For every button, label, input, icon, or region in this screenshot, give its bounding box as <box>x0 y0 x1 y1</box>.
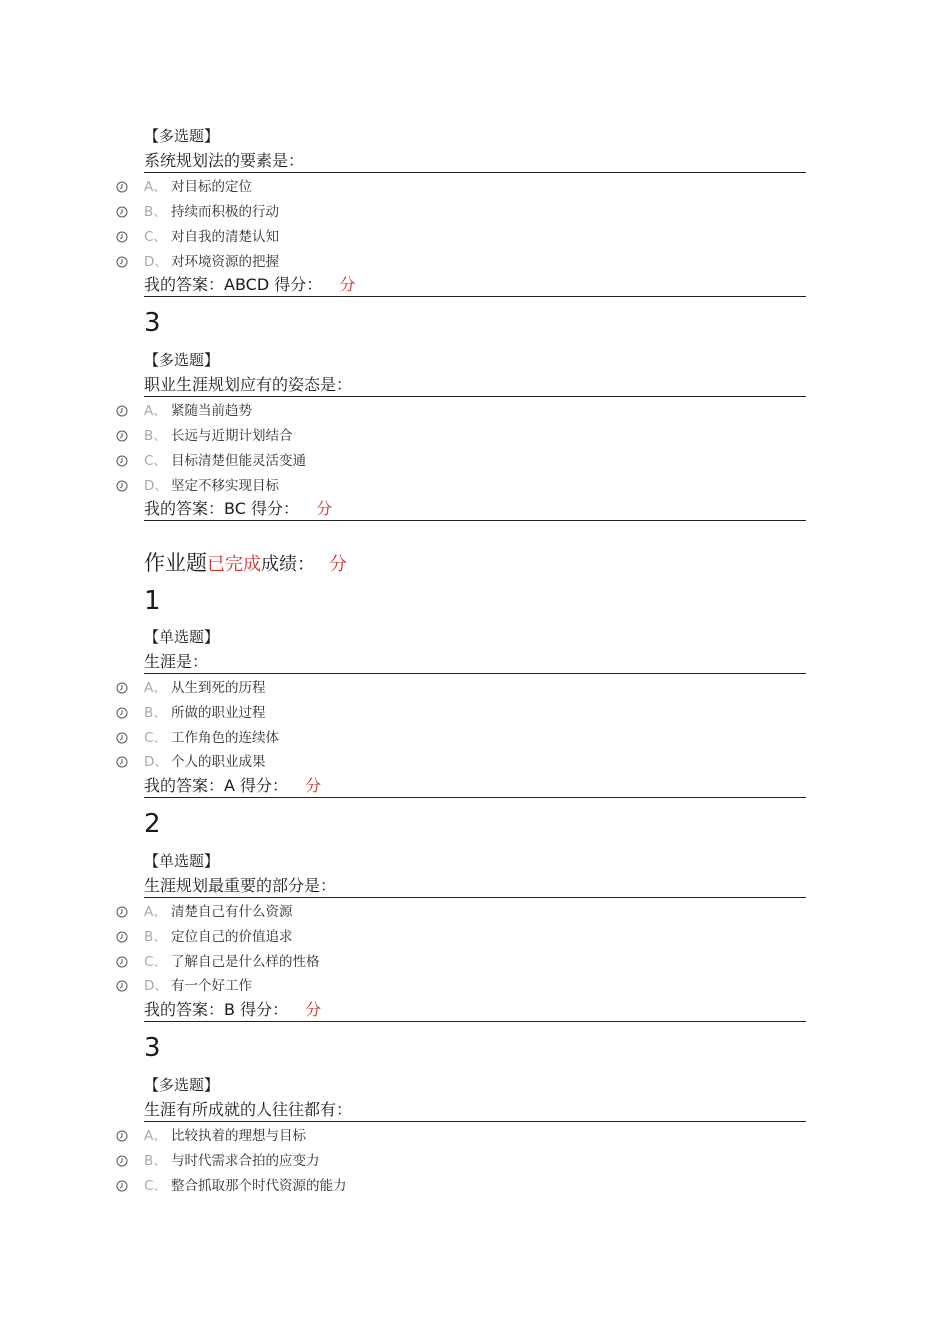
question-stem: 生涯规划最重要的部分是： <box>144 876 806 898</box>
option-text: 清楚自己有什么资源 <box>171 904 293 920</box>
option-letter: D、 <box>144 478 168 494</box>
question-number: 3 <box>144 1033 161 1063</box>
question-type-label: 【单选题】 <box>144 628 220 646</box>
clock-icon <box>116 732 128 744</box>
question-number: 3 <box>144 308 161 338</box>
my-answer-label: 我的答案：BC 得分： <box>144 499 299 518</box>
option-text: 目标清楚但能灵活变通 <box>171 453 306 469</box>
clock-icon <box>116 707 128 719</box>
clock-icon <box>116 455 128 467</box>
clock-icon <box>116 1130 128 1142</box>
completion-status: 已完成 <box>207 554 261 575</box>
my-answer-row <box>144 275 806 297</box>
clock-icon <box>116 756 128 768</box>
my-answer-label: 我的答案：ABCD 得分： <box>144 275 323 294</box>
clock-icon <box>116 1155 128 1167</box>
clock-icon <box>116 206 128 218</box>
question-stem: 生涯是： <box>144 652 806 674</box>
clock-icon <box>116 430 128 442</box>
option-letter: A、 <box>144 904 167 920</box>
option-letter: D、 <box>144 754 168 770</box>
clock-icon <box>116 181 128 193</box>
clock-icon <box>116 682 128 694</box>
question-type-label: 【多选题】 <box>144 1076 220 1094</box>
score-label: 成绩： <box>261 554 315 575</box>
option-letter: C、 <box>144 453 167 469</box>
option-letter: C、 <box>144 730 167 746</box>
question-stem: 职业生涯规划应有的姿态是： <box>144 375 806 397</box>
option-text: 长远与近期计划结合 <box>171 428 293 444</box>
option-text: 坚定不移实现目标 <box>171 478 279 494</box>
option-letter: C、 <box>144 954 167 970</box>
my-answer-row <box>144 499 806 521</box>
question-stem: 系统规划法的要素是： <box>144 151 806 173</box>
question-type-label: 【单选题】 <box>144 852 220 870</box>
option-letter: B、 <box>144 705 167 721</box>
option-letter: C、 <box>144 229 167 245</box>
score-unit: 分 <box>305 776 322 795</box>
section-title: 作业题 <box>144 551 207 575</box>
option-letter: A、 <box>144 403 167 419</box>
clock-icon <box>116 1180 128 1192</box>
clock-icon <box>116 480 128 492</box>
section-header <box>144 549 347 579</box>
clock-icon <box>116 906 128 918</box>
option-letter: C、 <box>144 1178 167 1194</box>
option-text: 对自我的清楚认知 <box>171 229 279 245</box>
score-unit: 分 <box>339 275 356 294</box>
option-letter: A、 <box>144 680 167 696</box>
option-text: 所做的职业过程 <box>171 705 266 721</box>
score-unit: 分 <box>316 499 333 518</box>
option-text: 了解自己是什么样的性格 <box>171 954 320 970</box>
clock-icon <box>116 931 128 943</box>
clock-icon <box>116 405 128 417</box>
score-unit: 分 <box>329 554 347 575</box>
clock-icon <box>116 231 128 243</box>
option-letter: D、 <box>144 254 168 270</box>
my-answer-row <box>144 1000 806 1022</box>
option-letter: B、 <box>144 204 167 220</box>
option-text: 持续而积极的行动 <box>171 204 279 220</box>
question-stem: 生涯有所成就的人往往都有： <box>144 1100 806 1122</box>
option-letter: B、 <box>144 428 167 444</box>
clock-icon <box>116 956 128 968</box>
option-letter: B、 <box>144 1153 167 1169</box>
option-text: 从生到死的历程 <box>171 680 266 696</box>
question-number: 1 <box>144 586 161 616</box>
option-text: 与时代需求合拍的应变力 <box>171 1153 320 1169</box>
option-text: 对目标的定位 <box>171 179 252 195</box>
score-unit: 分 <box>305 1000 322 1019</box>
option-text: 个人的职业成果 <box>171 754 266 770</box>
option-text: 整合抓取那个时代资源的能力 <box>171 1178 347 1194</box>
option-text: 紧随当前趋势 <box>171 403 252 419</box>
clock-icon <box>116 980 128 992</box>
question-number: 2 <box>144 809 161 839</box>
option-letter: A、 <box>144 1128 167 1144</box>
option-text: 工作角色的连续体 <box>171 730 279 746</box>
option-text: 有一个好工作 <box>171 978 252 994</box>
my-answer-label: 我的答案：A 得分： <box>144 776 289 795</box>
my-answer-row <box>144 776 806 798</box>
option-text: 对环境资源的把握 <box>171 254 279 270</box>
question-type-label: 【多选题】 <box>144 127 220 145</box>
question-type-label: 【多选题】 <box>144 351 220 369</box>
my-answer-label: 我的答案：B 得分： <box>144 1000 289 1019</box>
option-text: 定位自己的价值追求 <box>171 929 293 945</box>
option-letter: A、 <box>144 179 167 195</box>
option-text: 比较执着的理想与目标 <box>171 1128 306 1144</box>
option-letter: B、 <box>144 929 167 945</box>
clock-icon <box>116 256 128 268</box>
option-letter: D、 <box>144 978 168 994</box>
